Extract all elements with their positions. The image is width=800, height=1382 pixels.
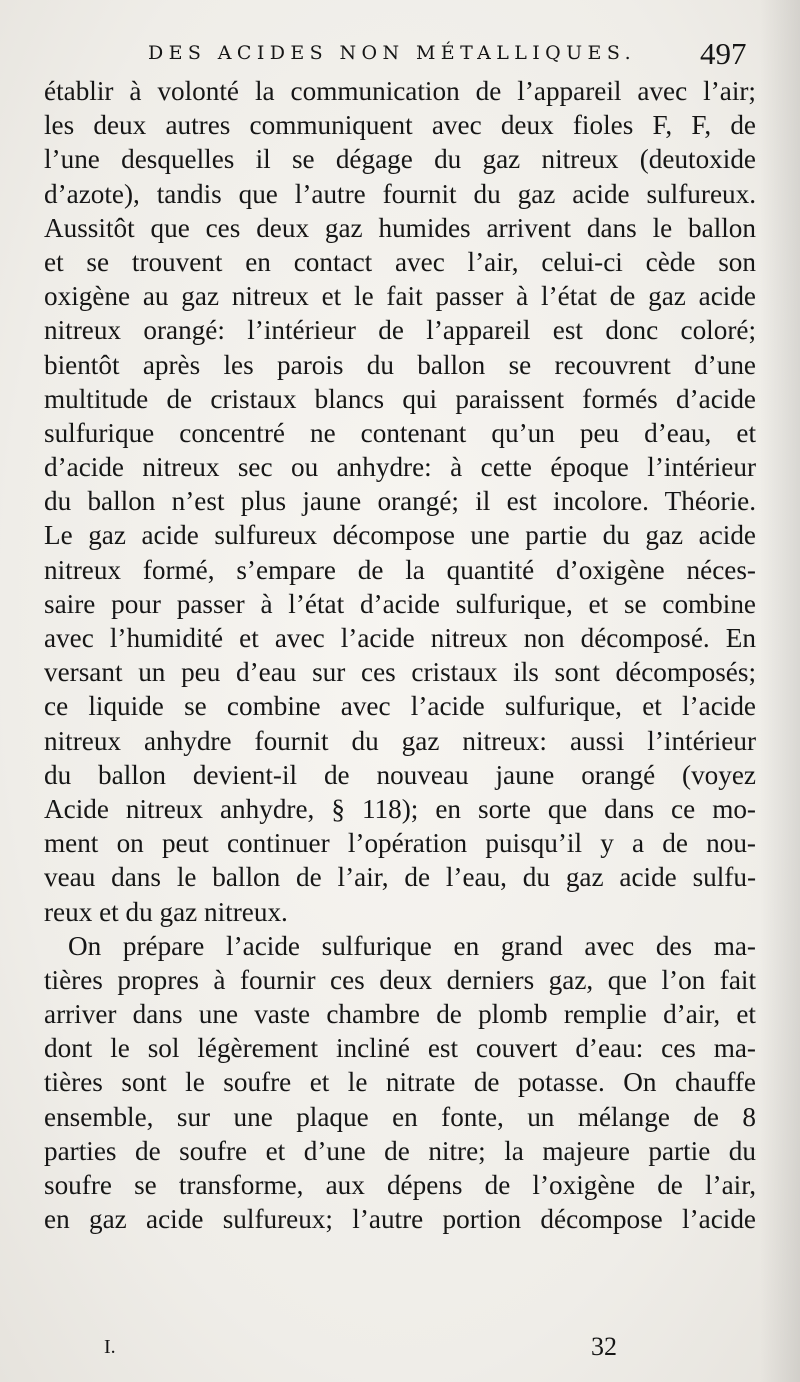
text-line: nitreux orangé: l’intérieur de l’appareil est donc coloré; (44, 315, 756, 346)
text-line: ensemble, sur une plaque en fonte, un mélange de 8 (44, 1101, 756, 1132)
text-line: l’une desquelles il se dégage du gaz nitreux (deutoxide (44, 144, 756, 175)
text-line: et se trouvent en contact avec l’air, celui-ci cède son (44, 246, 756, 277)
text-line: parties de soufre et d’une de nitre; la majeure partie du (44, 1135, 756, 1166)
text-line: versant un peu d’eau sur ces cristaux ils sont décomposés; (44, 657, 756, 688)
text-line: arriver dans une vaste chambre de plomb remplie d’air, et (44, 999, 756, 1030)
gathering-number: 32 (591, 1332, 617, 1361)
text-line: oxigène au gaz nitreux et le fait passer à l’état de gaz acide (44, 281, 756, 312)
text-line: d’azote), tandis que l’autre fournit du gaz acide sulfureux. (44, 178, 756, 209)
text-line: nitreux anhydre fournit du gaz nitreux: aussi l’intérieur (44, 725, 756, 756)
text-line: les deux autres communiquent avec deux fioles F, F, de (44, 110, 756, 141)
text-line: ment on peut continuer l’opération puisqu’il y a de nou- (44, 828, 756, 859)
text-line: établir à volonté la communication de l’appareil avec l’air; (44, 76, 756, 106)
text-line: saire pour passer à l’état d’acide sulfurique, et se combine (44, 588, 756, 619)
text-line: nitreux formé, s’empare de la quantité d’oxigène néces- (44, 554, 756, 585)
text-line: Aussitôt que ces deux gaz humides arrivent dans le ballon (44, 212, 756, 243)
paragraph-first-line: On prépare l’acide sulfurique en grand avec des ma- (68, 930, 756, 961)
text-line: ce liquide se combine avec l’acide sulfurique, et l’acide (44, 691, 756, 722)
text-line: dont le sol légèrement incliné est couvert d’eau: ces ma- (44, 1033, 756, 1064)
text-line: bientôt après les parois du ballon se recouvrent d’une (44, 349, 756, 380)
text-line: multitude de cristaux blancs qui paraissent formés d’acide (44, 383, 756, 414)
page-edge-shadow (760, 0, 800, 1382)
text-line: en gaz acide sulfureux; l’autre portion décompose l’acide (44, 1204, 756, 1235)
paragraph-last-line: reux et du gaz nitreux. (44, 896, 288, 927)
text-line: avec l’humidité et avec l’acide nitreux non décomposé. En (44, 623, 756, 653)
text-line: sulfurique concentré ne contenant qu’un peu d’eau, et (44, 417, 756, 448)
text-line: du ballon devient-il de nouveau jaune orangé (voyez (44, 759, 756, 790)
running-head: DES ACIDES NON MÉTALLIQUES. (148, 42, 637, 64)
page-number: 497 (700, 36, 747, 71)
text-line: du ballon n’est plus jaune orangé; il est incolore. Théorie. (44, 486, 756, 517)
signature-mark: I. (104, 1336, 116, 1358)
body-text (44, 74, 756, 1236)
page-footer (0, 1332, 800, 1368)
text-line: tières propres à fournir ces deux derniers gaz, que l’on fait (44, 964, 756, 995)
text-line: tières sont le soufre et le nitrate de potasse. On chauffe (44, 1067, 756, 1098)
text-line: Acide nitreux anhydre, § 118); en sorte que dans ce mo- (44, 793, 756, 824)
text-line: soufre se transforme, aux dépens de l’oxigène de l’air, (44, 1170, 756, 1200)
text-line: d’acide nitreux sec ou anhydre: à cette époque l’intérieur (44, 452, 756, 483)
text-line: Le gaz acide sulfureux décompose une partie du gaz acide (44, 520, 756, 551)
text-line: veau dans le ballon de l’air, de l’eau, du gaz acide sulfu- (44, 862, 756, 893)
